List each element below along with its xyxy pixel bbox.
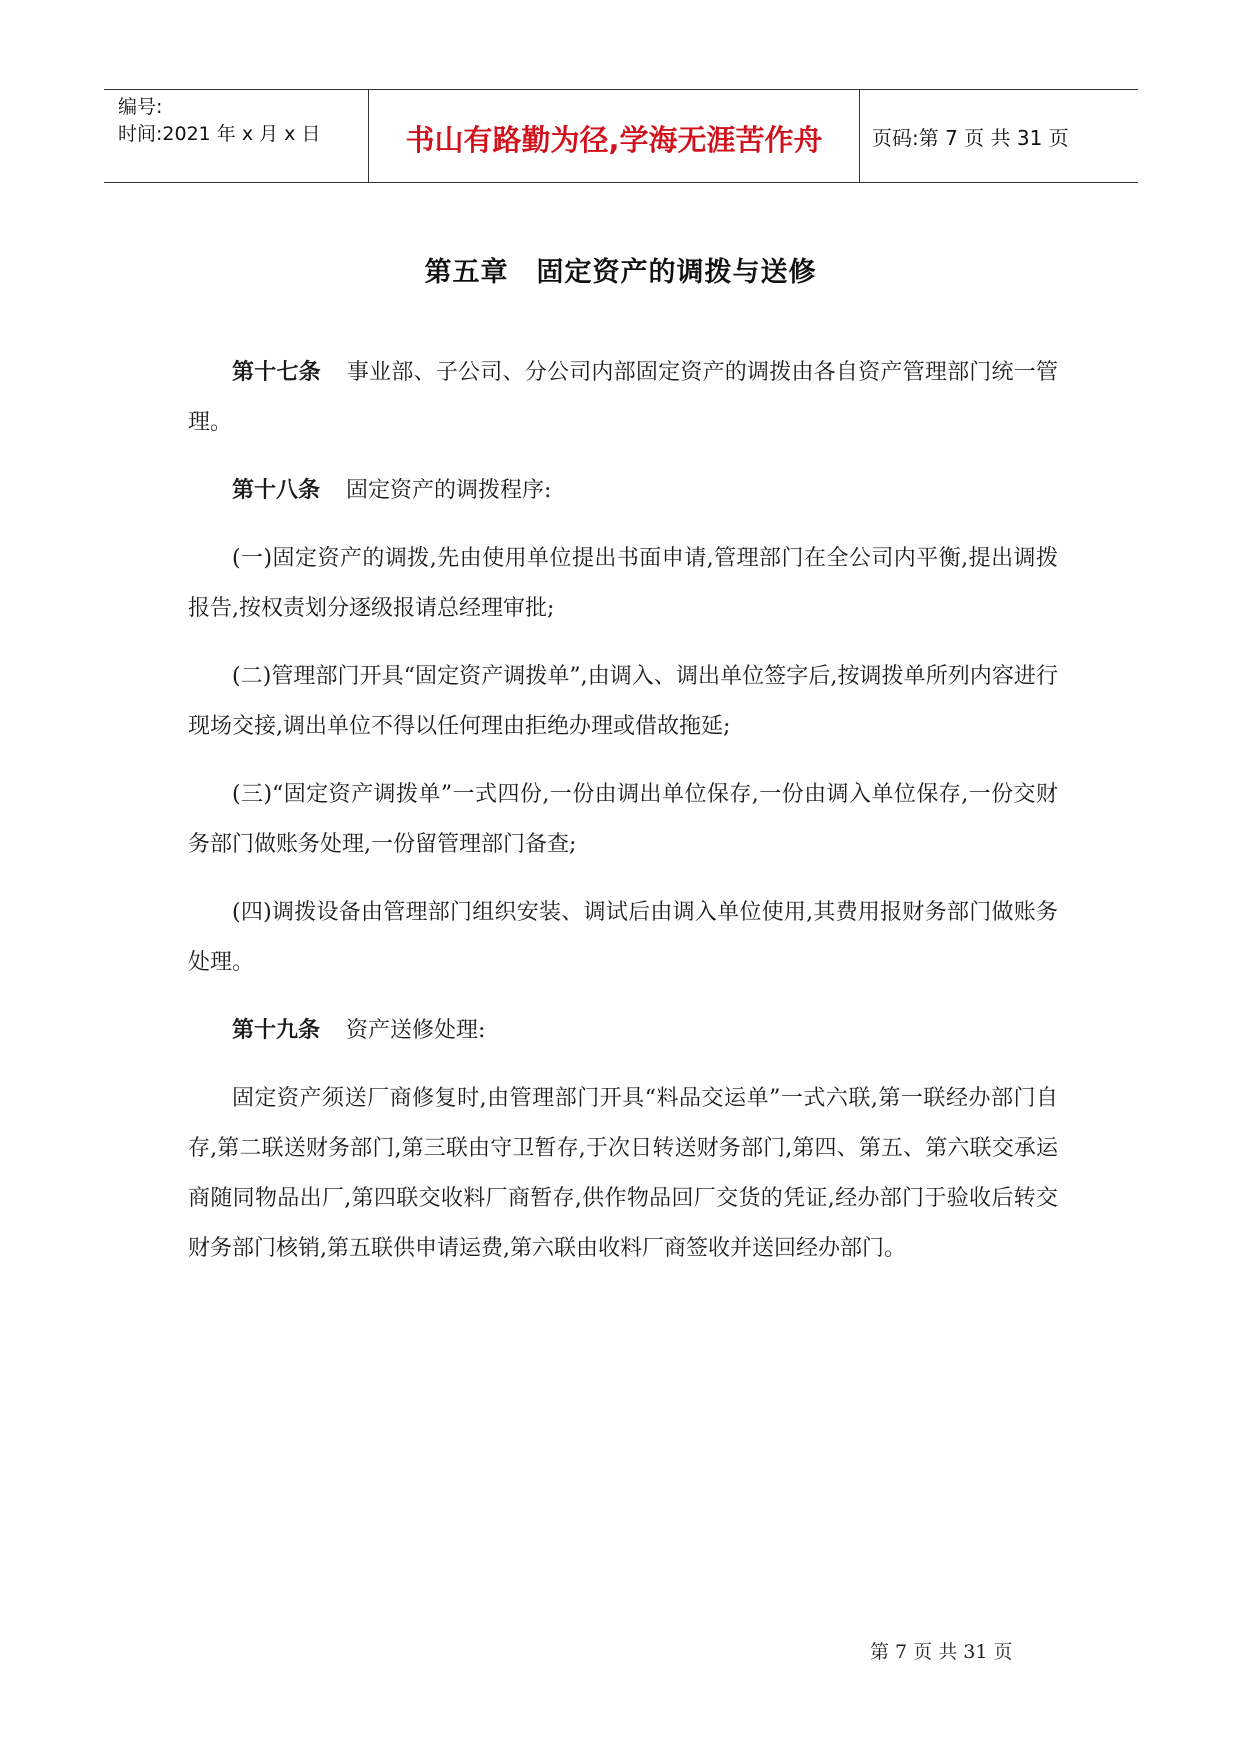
chapter-heading — [0, 250, 1241, 289]
repair-paragraph: 固定资产须送厂商修复时,由管理部门开具“料品交运单”一式六联,第一联经办部门自存,第二联送财务部门,第三联由守卫暂存,于次日转送财务部门,第四、第五、第六联交承运商随同物品出厂,第四联交收料厂商暂存,供作物品回厂交货的凭证,经办部门于验收后转交财务部门核销,第五联供申请运费,第六联由收料厂商签收并送回经办部门。 — [188, 1086, 1058, 1261]
article-17 — [188, 348, 1058, 448]
header-page-code: 页码:第 7 页 共 31 页 — [872, 126, 1069, 150]
article-title: 第十九条 — [232, 1018, 321, 1043]
article-text: 固定资产的调拨程序: — [346, 478, 552, 503]
document-body — [188, 348, 1058, 1292]
page-header — [104, 89, 1138, 183]
article-title: 第十七条 — [232, 360, 321, 385]
procedure-item-1: (一)固定资产的调拨,先由使用单位提出书面申请,管理部门在全公司内平衡,提出调拨报告,按权责划分逐级报请总经理审批; — [188, 546, 1058, 621]
document-time-label: 时间:2021 年 x 月 x 日 — [118, 123, 321, 145]
procedure-item-2: (二)管理部门开具“固定资产调拨单”,由调入、调出单位签字后,按调拨单所列内容进行现场交接,调出单位不得以任何理由拒绝办理或借故拖延; — [188, 664, 1058, 739]
chapter-title: 固定资产的调拨与送修 — [536, 257, 817, 288]
article-text: 资产送修处理: — [346, 1018, 486, 1043]
chapter-number: 第五章 — [424, 257, 509, 288]
header-meta — [118, 94, 320, 148]
document-number-label: 编号: — [118, 96, 163, 118]
header-divider-right — [859, 90, 860, 182]
article-text: 事业部、子公司、分公司内部固定资产的调拨由各自资产管理部门统一管理。 — [188, 360, 1058, 435]
procedure-item-4: (四)调拨设备由管理部门组织安装、调试后由调入单位使用,其费用报财务部门做账务处理。 — [188, 900, 1058, 975]
article-title: 第十八条 — [232, 478, 321, 503]
article-19 — [188, 1006, 1058, 1056]
page-footer: 第 7 页 共 31 页 — [870, 1641, 1013, 1663]
article-18 — [188, 466, 1058, 516]
procedure-item-3: (三)“固定资产调拨单”一式四份,一份由调出单位保存,一份由调入单位保存,一份交财务部门做账务处理,一份留管理部门备查; — [188, 782, 1058, 857]
header-motto: 书山有路勤为径,学海无涯苦作舟 — [405, 123, 823, 157]
